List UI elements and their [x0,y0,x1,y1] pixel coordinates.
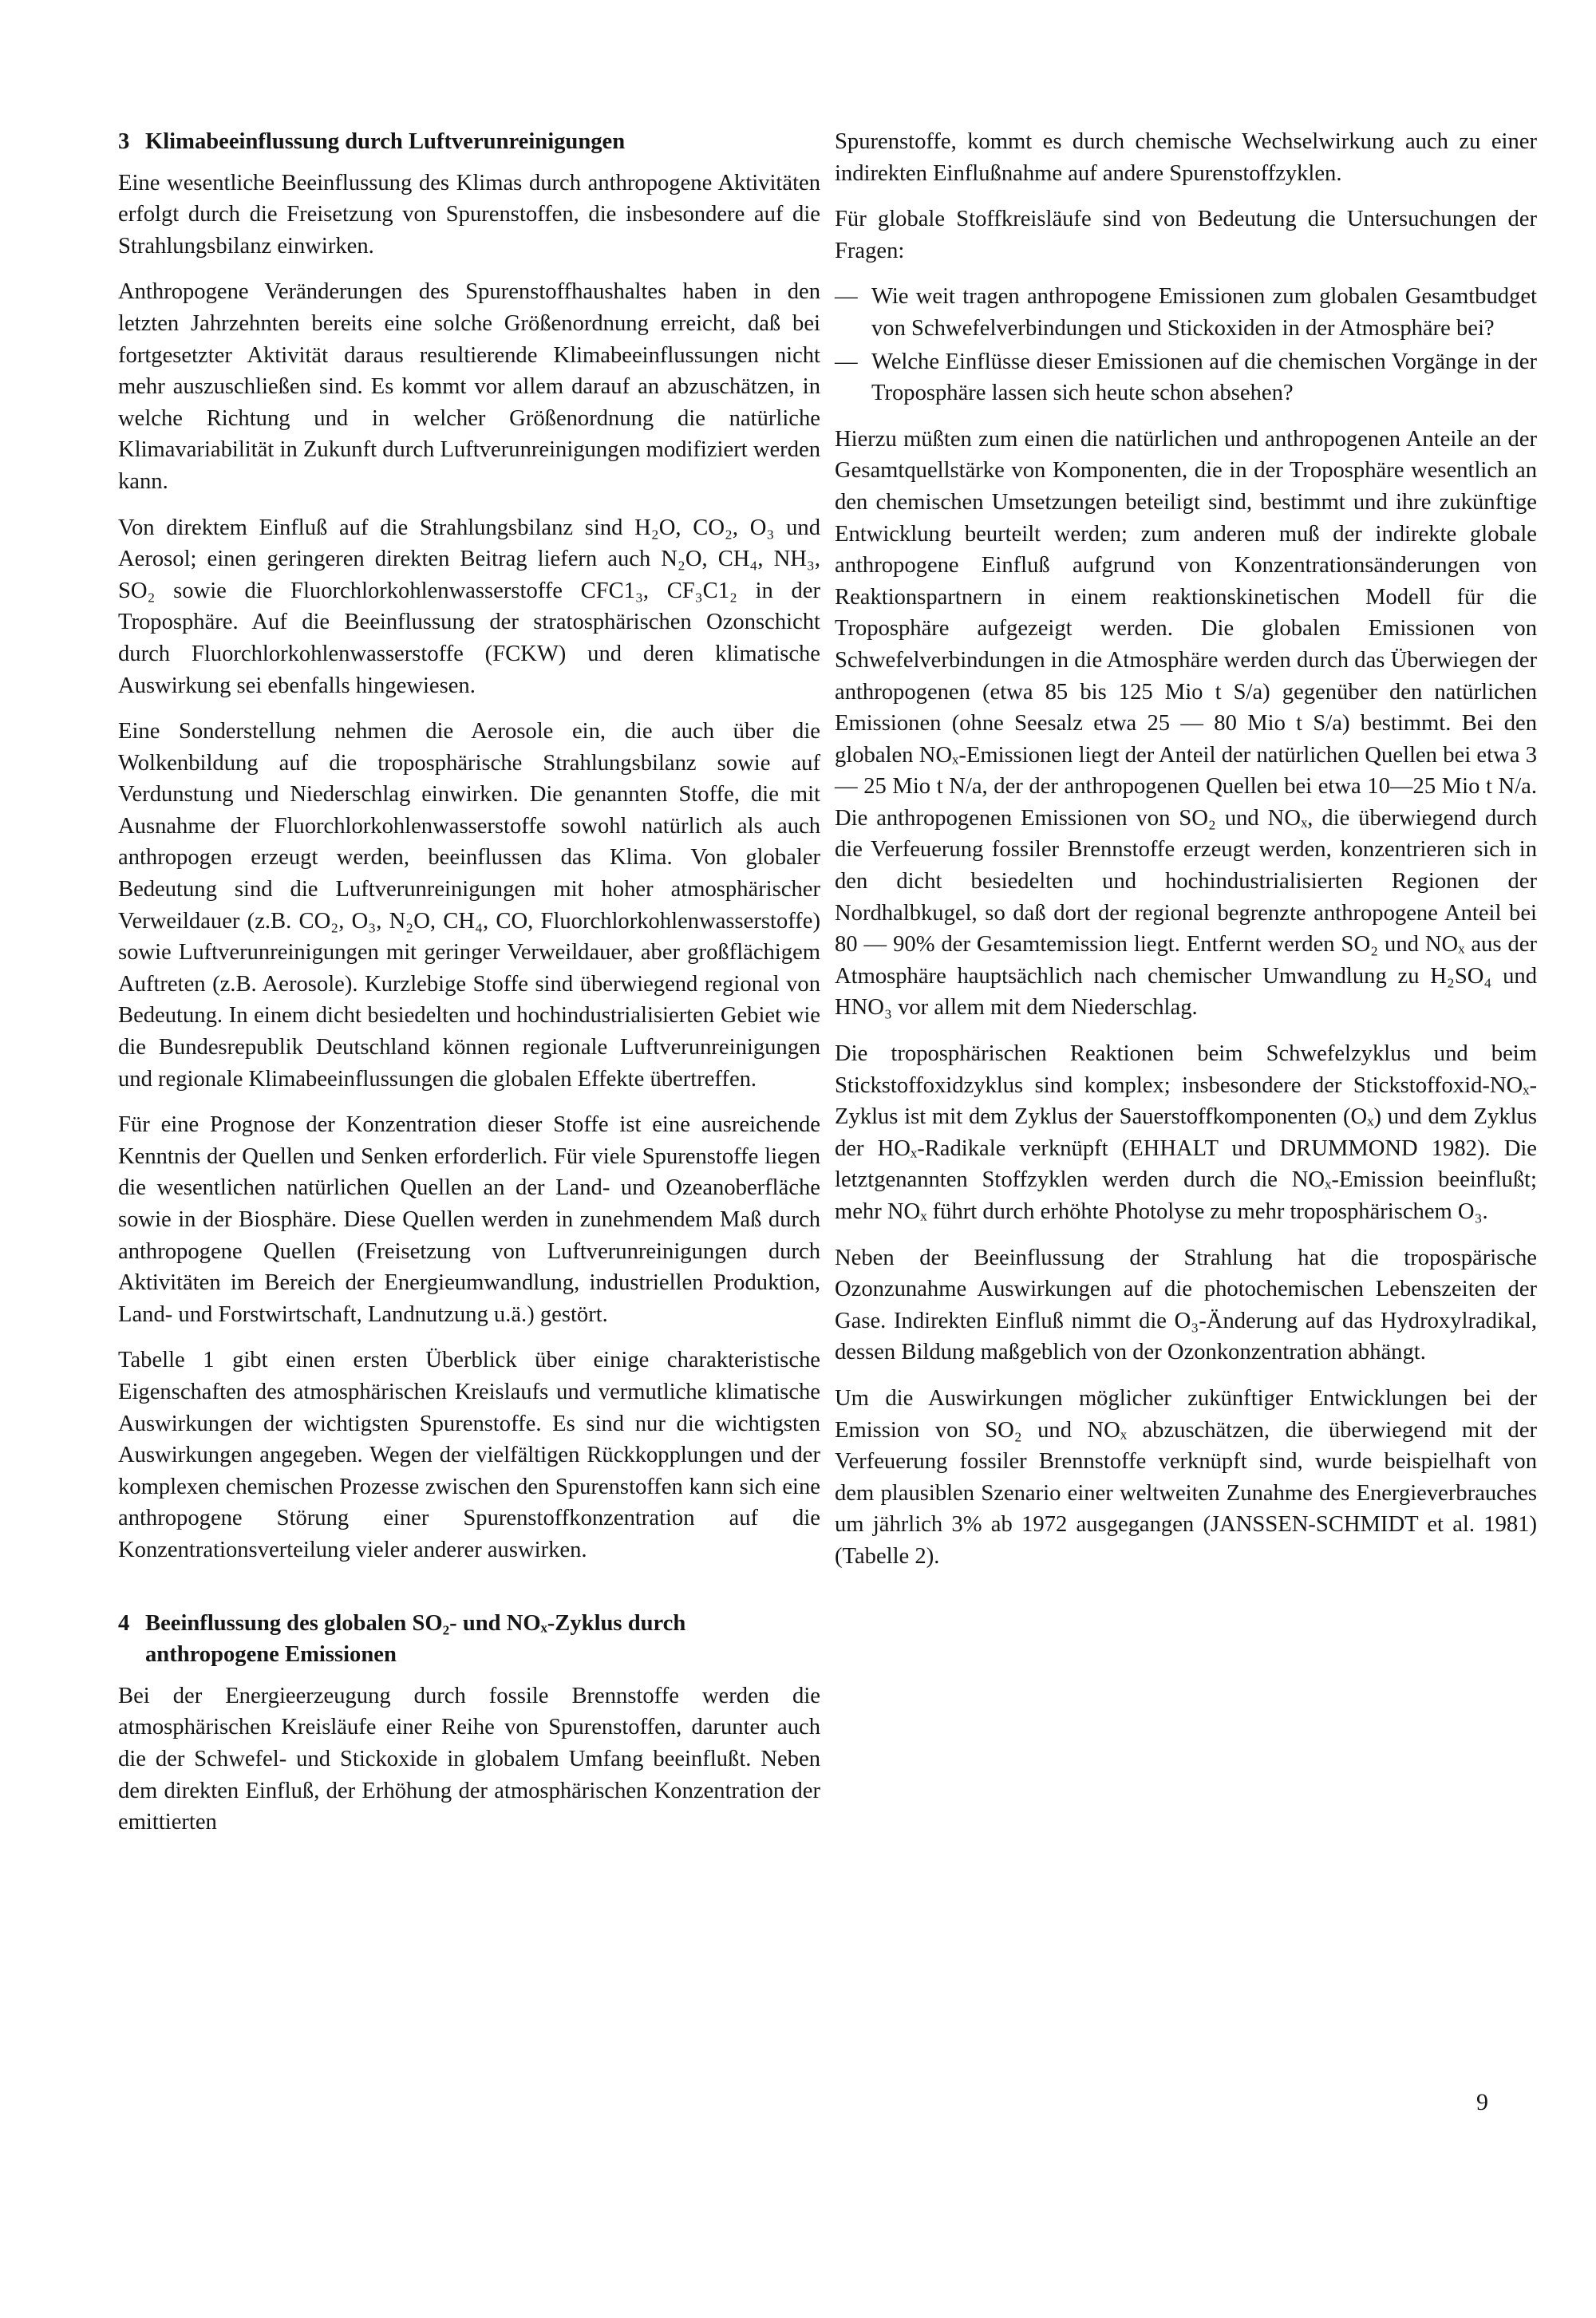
section-4-number: 4 [118,1610,130,1636]
section-3-number: 3 [118,129,130,154]
section-4-title: Beeinflussung des globalen SO₂- und NOₓ-Zyklus durch anthropogene Emissionen [145,1610,686,1668]
paragraph: Tabelle 1 gibt einen ersten Überblick über einige charakteristische Eigenschaften des atmosphärischen Kreislaufs und vermutliche klimatische Auswirkungen der wichtigsten Spurenstoffe. Es sind nur die wichtigsten Auswirkungen angegeben. Wegen der vielfältigen Rückkopplungen und der komplexen chemischen Prozesse zwischen den Spurenstoffen kann sich eine anthropogene Störung einer Spurenstoffkonzentration auf die Konzentrationsverteilung vieler anderer auswirken. [118,1348,820,1562]
page-number: 9 [1476,2089,1488,2115]
paragraph: Von direktem Einfluß auf die Strahlungsbilanz sind H₂O, CO₂, O₃ und Aerosol; einen geringeren direkten Beitrag liefern auch N₂O, CH₄, NH₃, SO₂ sowie die Fluorchlorkohlenwasserstoffe CFC1₃, CF₃C1₂ in der Troposphäre. Auf die Beeinflussung der stratosphärischen Ozonschicht durch Fluorchlorkohlenwasserstoffe (FCKW) und deren klimatische Auswirkung sei ebenfalls hingewiesen. [118,515,820,698]
list-item [835,346,1537,409]
list-item [835,281,1537,344]
left-column [118,126,820,1853]
section-3-title: Klimabeeinflussung durch Luftverunreinigungen [145,129,626,154]
question-list [835,281,1537,409]
dash-bullet: — [835,349,858,374]
paragraph: Spurenstoffe, kommt es durch chemische Wechselwirkung auch zu einer indirekten Einflußnahme auf andere Spurenstoffzyklen. [835,129,1537,186]
dash-bullet: — [835,284,858,310]
list-item-text: Wie weit tragen anthropogene Emissionen zum globalen Gesamtbudget von Schwefelverbindungen und Stickoxiden in der Atmosphäre bei? [871,284,1537,341]
right-column [835,126,1537,1587]
paragraph: Bei der Energieerzeugung durch fossile Brennstoffe werden die atmosphärischen Kreisläufe einer Reihe von Spurenstoffen, darunter auch die der Schwefel- und Stickoxide in globalem Umfang beeinflußt. Neben dem direkten Einfluß, der Erhöhung der atmosphärischen Konzentration der emittierten [118,1683,820,1835]
paragraph: Eine Sonderstellung nehmen die Aerosole ein, die auch über die Wolkenbildung auf die troposphärische Strahlungsbilanz sowie auf Verdunstung und Niederschlag einwirken. Die genannten Stoffe, die mit Ausnahme der Fluorchlorkohlenwasserstoffe sowohl natürlich als auch anthropogen erzeugt werden, beeinflussen das Klima. Von globaler Bedeutung sind die Luftverunreinigungen mit hoher atmosphärischer Verweildauer (z.B. CO₂, O₃, N₂O, CH₄, CO, Fluorchlorkohlenwasserstoffe) sowie Luftverunreinigungen mit geringer Verweildauer, aber großflächigem Auftreten (z.B. Aerosole). Kurzlebige Stoffe sind überwiegend regional von Bedeutung. In einem dicht besiedelten und hochindustrialisierten Gebiet wie die Bundesrepublik Deutschland können regionale Luftverunreinigungen und regionale Klimabeeinflussungen die globalen Effekte übertreffen. [118,719,820,1092]
section-3-heading [118,126,820,158]
paragraph: Die troposphärischen Reaktionen beim Schwefelzyklus und beim Stickstoffoxidzyklus sind komplex; insbesondere der Stickstoffoxid-NOₓ-Zyklus ist mit dem Zyklus der Sauerstoffkomponenten (Oₓ) und dem Zyklus der HOₓ-Radikale verknüpft (EHHALT und DRUMMOND 1982). Die letztgenannten Stoffzyklen werden durch die NOₓ-Emission beeinflußt; mehr NOₓ führt durch erhöhte Photolyse zu mehr troposphärischem O₃. [835,1041,1537,1224]
paragraph: Für globale Stoffkreisläufe sind von Bedeutung die Untersuchungen der Fragen: [835,207,1537,263]
paragraph: Eine wesentliche Beeinflussung des Klimas durch anthropogene Aktivitäten erfolgt durch die Freisetzung von Spurenstoffen, die insbesondere auf die Strahlungsbilanz einwirken. [118,170,820,259]
paragraph: Neben der Beeinflussung der Strahlung hat die tropospärische Ozonzunahme Auswirkungen auf die photochemischen Lebenszeiten der Gase. Indirekten Einfluß nimmt die O₃-Änderung auf das Hydroxylradikal, dessen Bildung maßgeblich von der Ozonkonzentration abhängt. [835,1245,1537,1365]
paragraph: Hierzu müßten zum einen die natürlichen und anthropogenen Anteile an der Gesamtquellstärke von Komponenten, die in der Troposphäre wesentlich an den chemischen Umsetzungen beteiligt sind, bestimmt und ihre zukünftige Entwicklung beurteilt werden; zum anderen muß der indirekte globale anthropogene Einfluß aufgrund von Konzentrationsänderungen von Reaktionspartnern in einem reaktionskinetischen Modell für die Troposphäre aufgezeigt werden. Die globalen Emissionen von Schwefelverbindungen in die Atmosphäre werden durch das Überwiegen der anthropogenen (etwa 85 bis 125 Mio t S/a) gegenüber den natürlichen Emissionen (ohne Seesalz etwa 25 — 80 Mio t S/a) bestimmt. Bei den globalen NOₓ-Emissionen liegt der Anteil der natürlichen Quellen bei etwa 3 — 25 Mio t N/a, der der anthropogenen Quellen bei etwa 10—25 Mio t N/a. Die anthropogenen Emissionen von SO₂ und NOₓ, die überwiegend durch die Verfeuerung fossiler Brennstoffe erzeugt werden, konzentrieren sich in den dicht besiedelten und hochindustrialisierten Regionen der Nordhalbkugel, so daß dort der regional begrenzte anthropogene Anteil bei 80 — 90% der Gesamtemission liegt. Entfernt werden SO₂ und NOₓ aus der Atmosphäre hauptsächlich nach chemischer Umwandlung zu H₂SO₄ und HNO₃ vor allem mit dem Niederschlag. [835,426,1537,1021]
paragraph: Anthropogene Veränderungen des Spurenstoffhaushaltes haben in den letzten Jahrzehnten bereits eine solche Größenordnung erreicht, daß bei fortgesetzter Aktivität daraus resultierende Klimabeeinflussungen nicht mehr auszuschließen sind. Es kommt vor allem darauf an abzuschätzen, in welche Richtung und in welcher Größenordnung die natürliche Klimavariabilität in Zukunft durch Luftverunreinigungen modifiziert werden kann. [118,279,820,494]
paragraph: Um die Auswirkungen möglicher zukünftiger Entwicklungen bei der Emission von SO₂ und NOₓ abzuschätzen, die überwiegend mit der Verfeuerung fossiler Brennstoffe verknüpft sind, wurde beispielhaft von dem plausiblen Szenario einer weltweiten Zunahme des Energieverbrauches um jährlich 3% ab 1972 ausgegangen (JANSSEN-SCHMIDT et al. 1981) (Tabelle 2). [835,1385,1537,1569]
section-4-heading [118,1608,820,1671]
paragraph: Für eine Prognose der Konzentration dieser Stoffe ist eine ausreichende Kenntnis der Quellen und Senken erforderlich. Für viele Spurenstoffe liegen die wesentlichen natürlichen Quellen an der Land- und Ozeanoberfläche sowie in der Biosphäre. Diese Quellen werden in zunehmendem Maß durch anthropogene Quellen (Freisetzung von Luftverunreinigungen durch Aktivitäten im Bereich der Energieumwandlung, industriellen Produktion, Land- und Forstwirtschaft, Landnutzung u.ä.) gestört. [118,1112,820,1327]
list-item-text: Welche Einflüsse dieser Emissionen auf die chemischen Vorgänge in der Troposphäre lassen sich heute schon absehen? [871,349,1537,406]
